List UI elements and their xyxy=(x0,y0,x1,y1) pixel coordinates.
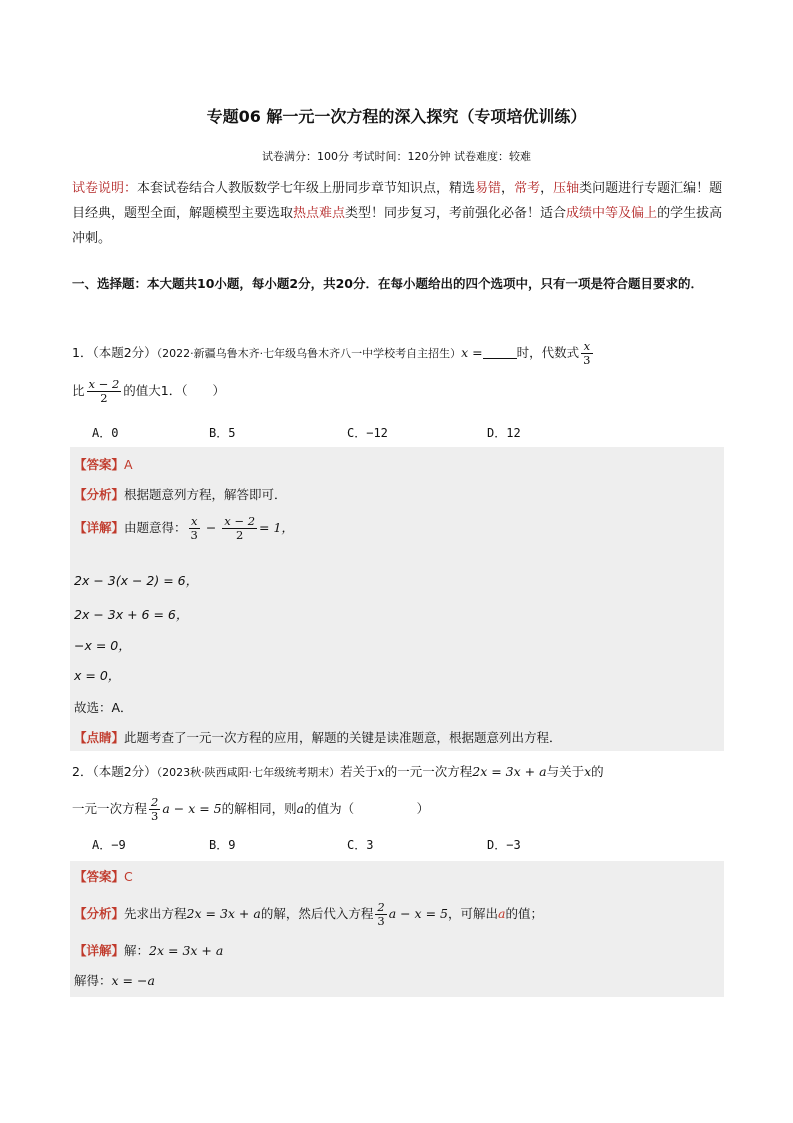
section-heading: 一、选择题：本大题共10小题，每小题2分，共20分．在每小题给出的四个选项中，只有一项是符合题目要求的． xyxy=(72,276,703,291)
fraction: $\frac{x - 2}{2}$ xyxy=(88,377,120,405)
option-d: D．−3 xyxy=(487,838,521,852)
option-b: B．5 xyxy=(209,426,236,440)
solve-line: 解得：x = −a xyxy=(74,973,155,988)
option-b: B．9 xyxy=(209,838,236,852)
keyword: 成绩中等及偏上 xyxy=(566,206,658,221)
detail-line: 【详解】解：2x = 3x + a xyxy=(74,943,224,958)
exam-description: 试卷说明：本套试卷结合人教版数学七年级上册同步章节知识点，精选易错，常考，压轴类问题进行专题汇编！题目经典，题型全面，解题模型主要选取热点难点类型！同步复习，考前强化必备！适合成绩中等及偏上的学生拔高冲刺。 xyxy=(72,181,723,246)
question-1-stem-cont: 比 $\frac{x - 2}{2}$ 的值大1．（ ） xyxy=(72,377,225,405)
analysis-line: 【分析】先求出方程2x = 3x + a的解，然后代入方程 $\frac{2}{3}$ a − x = 5，可解出a的值； xyxy=(74,900,543,928)
keyword: 易错 xyxy=(475,181,502,196)
answer-value: C xyxy=(124,869,133,884)
question-2-stem: 2．（本题2分）（2023秋·陕西咸阳·七年级统考期末）若关于x的一元一次方程2x = 3x + a与关于x的 xyxy=(72,764,604,779)
question-source: （2022·新疆乌鲁木齐·七年级乌鲁木齐八一中学校考自主招生） xyxy=(156,347,462,360)
exam-meta: 试卷满分：100分 考试时间：120分钟 试卷难度：较难 xyxy=(262,150,531,163)
question-number: 2．（本题2分） xyxy=(72,764,157,779)
answer-blank xyxy=(483,347,517,359)
comment-line: 【点睛】此题考查了一元一次方程的应用，解题的关键是读准题意，根据题意列出方程． xyxy=(74,730,562,745)
analysis-line: 【分析】根据题意列方程，解答即可． xyxy=(74,487,287,502)
fraction: $\frac{x}{3}$ xyxy=(583,339,591,367)
fraction: $\frac{2}{3}$ xyxy=(377,900,385,928)
question-1-solution xyxy=(70,447,724,751)
fraction: $\frac{x}{3}$ xyxy=(190,514,198,542)
question-source: （2023秋·陕西咸阳·七年级统考期末） xyxy=(156,766,341,779)
question-2-solution xyxy=(70,861,724,997)
solution-step: −x = 0， xyxy=(74,638,131,653)
choice-line: 故选：A． xyxy=(74,700,133,715)
solution-step: 2x − 3x + 6 = 6， xyxy=(74,607,189,622)
option-c: C．−12 xyxy=(347,426,388,440)
fraction: $\frac{x - 2}{2}$ xyxy=(224,514,256,542)
option-c: C．3 xyxy=(347,838,374,852)
solution-step: x = 0， xyxy=(74,668,121,683)
answer-line: 【答案】C xyxy=(74,869,133,884)
option-a: A．−9 xyxy=(92,838,126,852)
detail-line: 【详解】由题意得： $\frac{x}{3}$ − $\frac{x - 2}{2}$ = 1， xyxy=(74,514,294,542)
keyword: 常考 xyxy=(514,181,541,196)
answer-value: A xyxy=(124,457,133,472)
keyword: 热点难点 xyxy=(293,206,346,221)
option-d: D．12 xyxy=(487,426,521,440)
page-title: 专题06 解一元一次方程的深入探究（专项培优训练） xyxy=(206,107,587,126)
fraction: $\frac{2}{3}$ xyxy=(151,795,159,823)
answer-line: 【答案】A xyxy=(74,457,133,472)
question-1-stem: 1．（本题2分）（2022·新疆乌鲁木齐·七年级乌鲁木齐八一中学校考自主招生）x = 时，代数式 $\frac{x}{3}$ xyxy=(72,339,591,367)
description-label: 试卷说明： xyxy=(72,181,138,196)
keyword: 压轴 xyxy=(553,181,580,196)
question-number: 1．（本题2分） xyxy=(72,345,157,360)
solution-step: 2x − 3(x − 2) = 6， xyxy=(74,573,199,588)
question-2-stem-cont: 一元一次方程 $\frac{2}{3}$ a − x = 5的解相同，则a的值为（ ） xyxy=(72,795,430,823)
option-a: A．0 xyxy=(92,426,119,440)
